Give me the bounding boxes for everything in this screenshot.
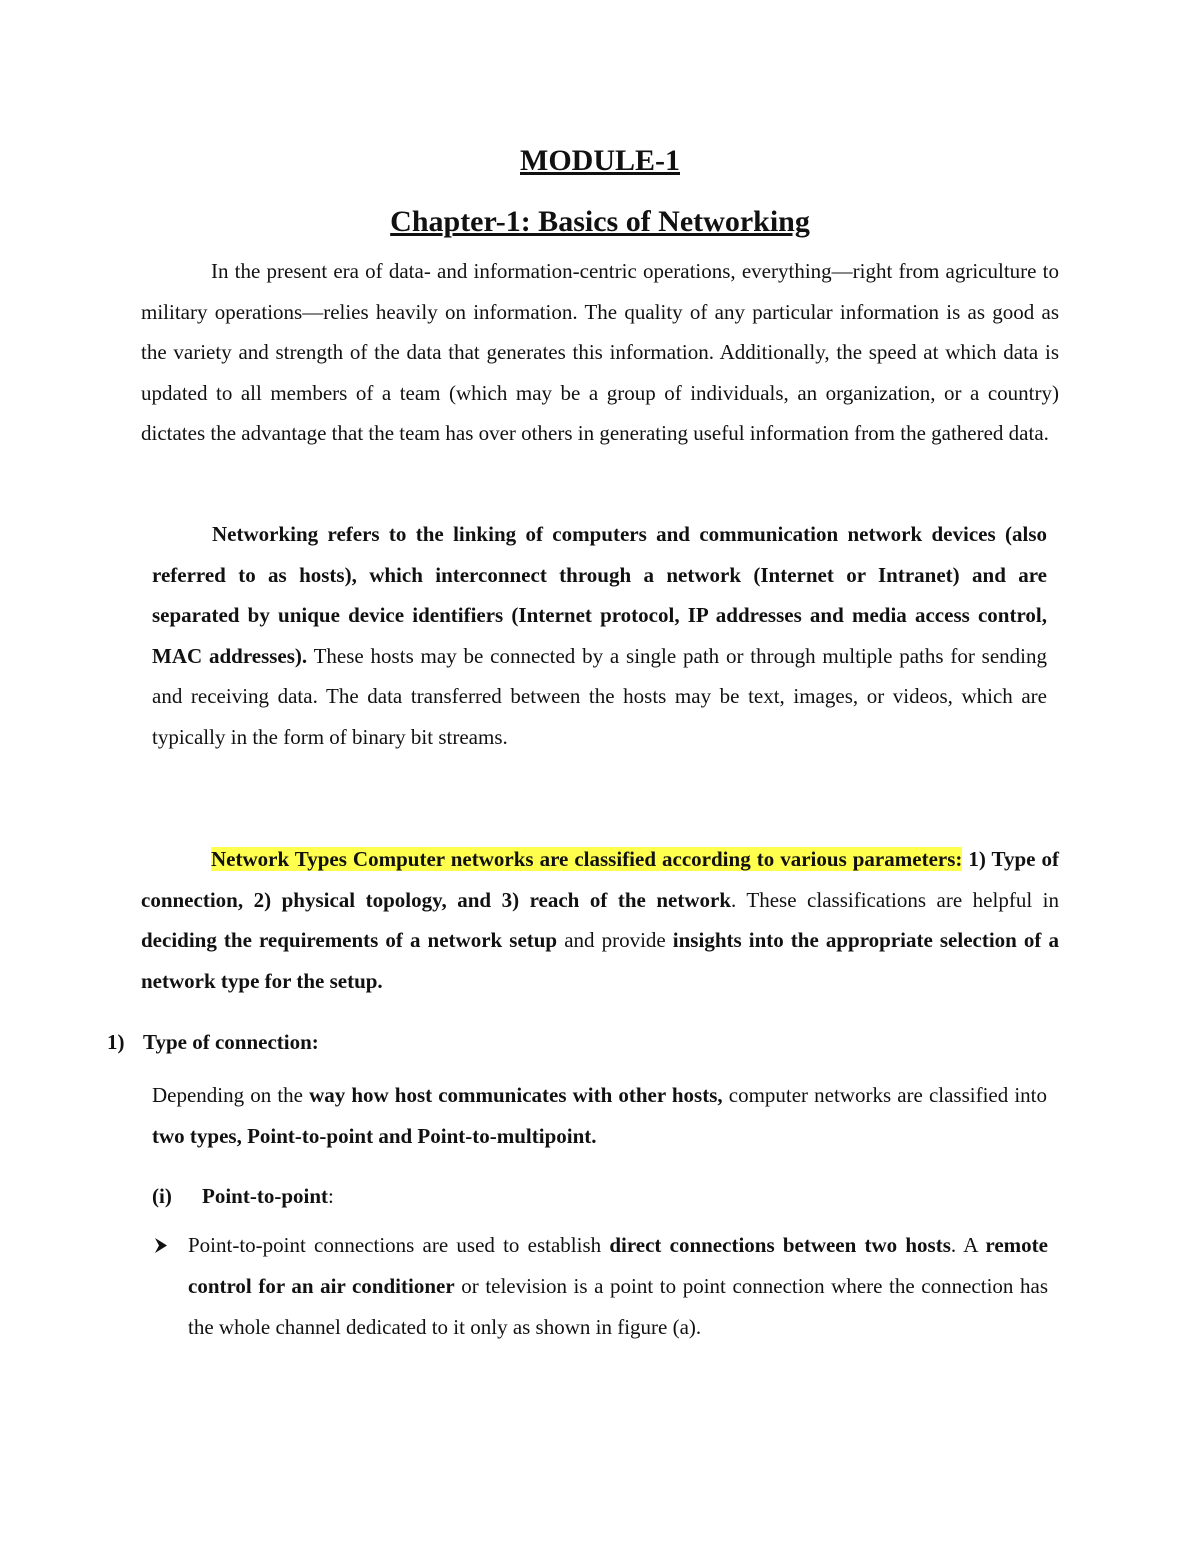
networking-definition-bold: Networking refers to the linking of computers and communication network devices (also referred to as hosts), which interconnect through a network (Internet or Intranet) and are separated by unique device identifiers (Internet protocol, IP addresses and media access control, MAC addresses).	[152, 522, 1047, 668]
bullet-text-e: or television is a point to point connection where the connection has the whole channel dedicated to it only as shown in figure (a).	[188, 1274, 1048, 1339]
network-types-highlight: Network Types Computer networks are classified according to various parameters:	[211, 847, 963, 871]
network-types-text-a: . These classifications are helpful in	[731, 887, 1060, 912]
bullet-text-c: . A	[950, 1233, 986, 1257]
network-types-paragraph	[141, 839, 1059, 1001]
subsection-number: (i)	[152, 1184, 172, 1208]
subsection-heading-point-to-point	[152, 1176, 334, 1216]
section-heading-type-of-connection	[107, 1022, 319, 1062]
subsection-colon: :	[328, 1184, 334, 1208]
connection-bold-b: way how host communicates with other hosts,	[309, 1083, 723, 1107]
bullet-text	[188, 1225, 1048, 1348]
section-number: 1)	[107, 1030, 125, 1054]
arrowhead-bullet-icon	[152, 1225, 182, 1266]
connection-text-a: Depending on the	[152, 1083, 310, 1107]
bullet-bold-d: remote control for an air conditioner	[188, 1233, 1048, 1298]
network-types-bold-b: deciding the requirements of a network setup	[141, 928, 558, 953]
network-types-bold-d: insights into the appropriate selection of a network type for the setup.	[141, 928, 1059, 993]
module-title: MODULE-1	[520, 144, 680, 177]
networking-definition-paragraph	[152, 514, 1047, 758]
chapter-title: Chapter-1: Basics of Networking	[390, 205, 810, 238]
subsection-title: Point-to-point	[202, 1184, 328, 1208]
connection-text-c: computer networks are classified into	[722, 1083, 1048, 1107]
network-types-text-c: and provide	[557, 928, 673, 953]
networking-definition-text: These hosts may be connected by a single path or through multiple paths for sending and receiving data. The data transferred between the hosts may be text, images, or videos, which are typically in the form of binary bit streams.	[152, 643, 1047, 749]
connection-types-paragraph	[152, 1075, 1047, 1156]
section-title: Type of connection:	[143, 1030, 319, 1054]
connection-bold-d: two types, Point-to-point and Point-to-multipoint.	[152, 1123, 597, 1148]
bullet-bold-b: direct connections between two hosts	[609, 1233, 951, 1257]
bullet-text-a: Point-to-point connections are used to establish	[188, 1233, 610, 1257]
network-types-list: 1) Type of connection, 2) physical topology, and 3) reach of the network	[141, 847, 1059, 912]
intro-paragraph: In the present era of data- and information-centric operations, everything—right from agriculture to military operations—relies heavily on information. The quality of any particular information is as good as the variety and strength of the data that generates this information. Additionally, the speed at which data is updated to all members of a team (which may be a group of individuals, an organization, or a country) dictates the advantage that the team has over others in generating useful information from the gathered data.	[141, 259, 1059, 446]
